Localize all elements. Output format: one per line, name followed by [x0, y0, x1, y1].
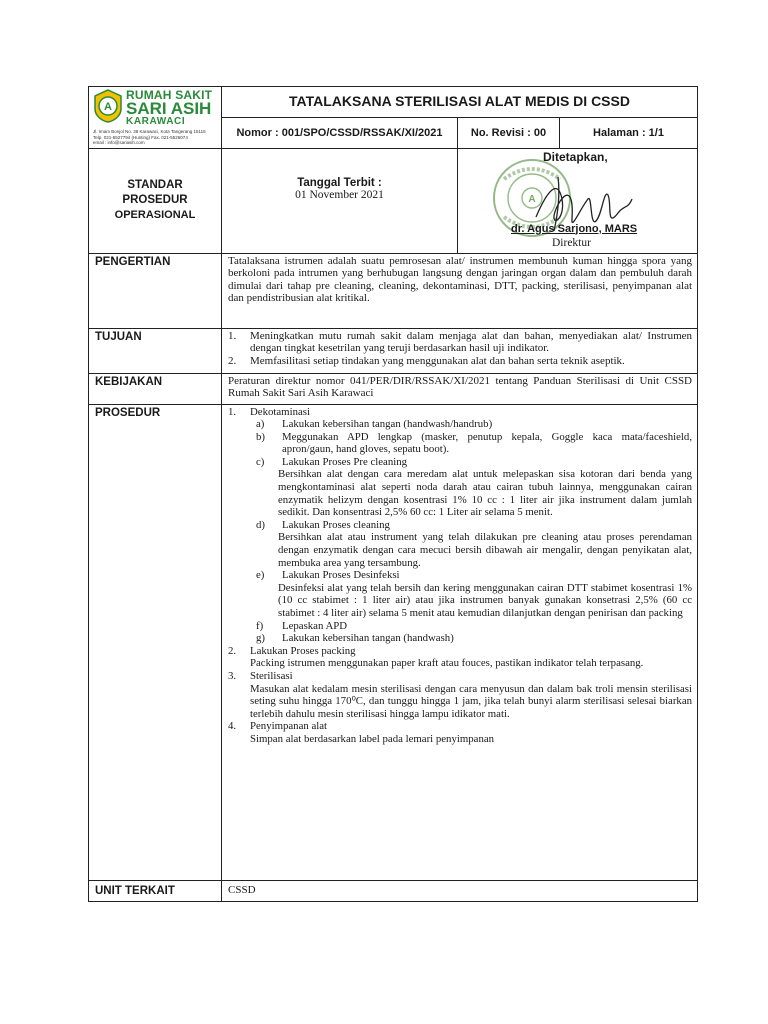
page-number: Halaman : 1/1 [560, 117, 698, 148]
section-label-kebijakan: KEBIJAKAN [89, 373, 222, 404]
procedure-substep: b) Meggunakan APD lengkap (masker, penutup kepala, Goggle kaca mata/faceshield, apron/gaun, hand gloves, sepatu boot). [256, 430, 693, 456]
procedure-description: Packing istrumen menggunakan paper kraft atau fouces, pastikan indikator telah terpasang. [250, 657, 644, 670]
section-text-unit: CSSD [222, 880, 698, 901]
procedure-step: 1. Dekotaminasi [228, 405, 310, 418]
procedure-substep: f) Lepaskan APD [256, 619, 348, 632]
spo-label: STANDAR PROSEDUR OPERASIONAL [89, 148, 222, 253]
section-text-pengertian: Tatalaksana istrumen adalah suatu pemrosesan alat/ instrumen membunuh kuman hingga spora yang berkoloni pada intrumen yang berhubugan langsung dengan jaringan organ dalam dan pembuluh darah dimulai dari tahap pre cleaning, cleaning, dekontaminasi, DTT, packing, sterilisasi, penyimpanan alat dan pendistribusian alat kritikal. [222, 253, 698, 328]
section-text-tujuan [222, 328, 698, 373]
spo-table [88, 86, 698, 902]
approval-block [458, 148, 698, 253]
document-title: TATALAKSANA STERILISASI ALAT MEDIS DI CSSD [222, 87, 698, 118]
hospital-logo-icon [93, 89, 123, 123]
hospital-name-line3: KARAWACI [126, 116, 186, 127]
procedure-step: 4. Penyimpanan alat [228, 720, 328, 733]
procedure-substep: a) Lakukan kebersihan tangan (handwash/handrub) [256, 418, 493, 431]
spo-document [88, 86, 697, 906]
list-item: 2. Memfasilitasi setiap tindakan yang menggunakan alat dan bahan serta teknik aseptik. [228, 354, 625, 367]
document-number: Nomor : 001/SPO/CSSD/RSSAK/XI/2021 [222, 117, 458, 148]
svg-text:A: A [104, 101, 112, 113]
procedure-description: Simpan alat berdasarkan label pada lemari penyimpanan [250, 732, 495, 745]
hospital-name-line1: RUMAH SAKIT [126, 88, 213, 102]
hospital-address: Jl. Imam Bonjol No. 38 Karawaci, Kota Tangerang 15115 Telp. 021-5527794 (Hunting) Fax. 021-5526074 email : info@sariasih.com [93, 129, 206, 145]
procedure-description: Masukan alat kedalam mesin sterilisasi dengan cara menyusun dan dalam bak troli mensin sterilisasi seting suhu hingga 170⁰C, dan tunggu hingga 1 jam, jika telah bunyi alarm sterilisasi selesai biarkan terlebih dahulu mesin sterilisasi hingga lampu idikator mati. [250, 682, 693, 720]
section-label-unit: UNIT TERKAIT [89, 880, 222, 901]
signer-name: dr. Agus Sarjono, MARS [511, 222, 638, 235]
hospital-name-line2: SARI ASIH [126, 99, 212, 118]
hospital-logo-block [89, 87, 222, 149]
procedure-step: 2. Lakukan Proses packing [228, 644, 356, 657]
section-label-tujuan: TUJUAN [89, 328, 222, 373]
procedure-description: Desinfeksi alat yang telah bersih dan kering menggunakan cairan DTT stabimet kosentrasi 1% (10 cc stabimet : 1 liter air) atau jika instrumen banyak gunakan konsetrasi 2,5% (60 cc stabimet : 4 liter air) selama 5 menit atau kemudian dilanjutkan dengan penirisan dan packing [278, 581, 693, 619]
procedure-substep: e) Lakukan Proses Desinfeksi [256, 569, 400, 582]
svg-text:A: A [528, 193, 536, 205]
list-item: 1. Meningkatkan mutu rumah sakit dalam menjaga alat dan bahan, menyediakan alat/ Instrumen dengan tingkat kesetrilan yang teruji berdasarkan hasil uji indikator. [228, 329, 693, 354]
procedure-description: Bersihkan alat dengan cara meredam alat untuk melepaskan sisa kotoran dari benda yang mengkontaminasi alat seperti noda darah atau cairan tubuh lainnya, menggunakan cairan enzymatik helizym dengan kosentrasi 1% 10 cc : 1 liter air jika instrument dalam jumlah sedikit. Dan konsentrasi 2,5% 60 cc: 1 Liter air selama 5 menit. [278, 468, 693, 519]
section-text-prosedur [222, 404, 698, 880]
approved-label: Ditetapkan, [543, 149, 608, 164]
section-text-kebijakan: Peraturan direktur nomor 041/PER/DIR/RSSAK/XI/2021 tentang Panduan Sterilisasi di Unit CSSD Rumah Sakit Sari Asih Karawaci [222, 373, 698, 404]
section-label-pengertian: PENGERTIAN [89, 253, 222, 328]
procedure-substep: d) Lakukan Proses cleaning [256, 518, 390, 531]
procedure-substep: c) Lakukan Proses Pre cleaning [256, 455, 408, 468]
signer-title: Direktur [552, 236, 591, 249]
procedure-step: 3. Sterilisasi [228, 669, 293, 682]
section-label-prosedur: PROSEDUR [89, 404, 222, 880]
revision-number: No. Revisi : 00 [458, 117, 560, 148]
publish-date: Tanggal Terbit : 01 November 2021 [222, 148, 458, 253]
procedure-substep: g) Lakukan kebersihan tangan (handwash) [256, 632, 454, 645]
procedure-description: Bersihkan alat atau instrument yang telah dilakukan pre cleaning atau proses perendaman dengan enzymatik dengan cara mecuci bersih dibawah air mengalir, dengan penyikatan alat, membuka area yang tersambung. [278, 531, 693, 569]
